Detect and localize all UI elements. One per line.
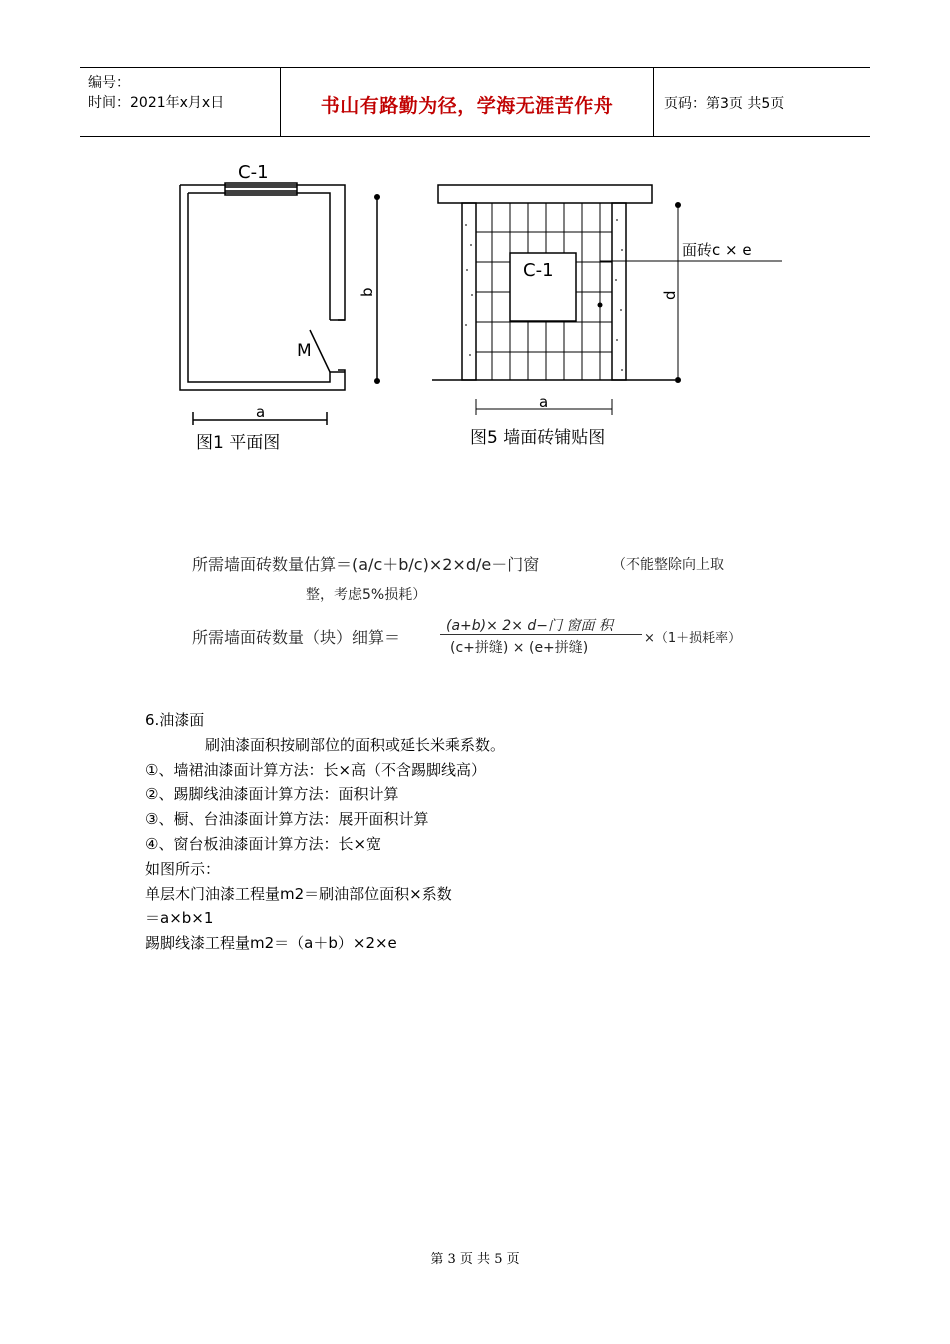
fig5-dim-a: a bbox=[539, 393, 549, 411]
page-info: 页码：第3页 共5页 bbox=[664, 96, 785, 112]
number-label: 编号： bbox=[88, 75, 130, 91]
fig5-window-label: C-1 bbox=[523, 260, 554, 281]
fig5-tile-label: 面砖c × e bbox=[682, 241, 752, 259]
header-page-cell bbox=[654, 68, 870, 136]
fig1-dim-a: a bbox=[256, 403, 266, 421]
section-heading: 6.油漆面 bbox=[145, 711, 205, 729]
list-item: ④、窗台板油漆面计算方法：长×宽 bbox=[145, 834, 382, 853]
fraction-bar bbox=[440, 634, 642, 635]
header-meta-cell bbox=[80, 68, 281, 136]
formula-detail-numerator: (a+b)× 2× d−门 窗面 积 bbox=[446, 618, 613, 634]
formula-estimate-line1: 所需墙面砖数量估算＝(a/c＋b/c)×2×d/e－门窗 bbox=[192, 555, 540, 574]
formula-detail-suffix: ×（1＋损耗率） bbox=[644, 631, 742, 646]
paragraph-line: 踢脚线漆工程量m2＝（a＋b）×2×e bbox=[145, 934, 397, 953]
fig1-dim-b: b bbox=[358, 287, 376, 297]
formula-estimate-note: （不能整除向上取 bbox=[612, 557, 724, 573]
list-item: ①、墙裙油漆面计算方法：长×高（不含踢脚线高） bbox=[145, 760, 487, 779]
fig1-caption: 图1 平面图 bbox=[196, 433, 281, 453]
figure-5-tile-layout bbox=[430, 175, 790, 460]
list-item: ③、橱、台油漆面计算方法：展开面积计算 bbox=[145, 810, 429, 829]
paragraph-line: ＝a×b×1 bbox=[145, 909, 214, 928]
paragraph-line: 如图所示： bbox=[145, 859, 221, 878]
fig1-window-label: C-1 bbox=[238, 162, 269, 183]
paint-section bbox=[145, 708, 505, 956]
figure-1-plan bbox=[160, 150, 400, 460]
time-label: 时间：2021年x月x日 bbox=[88, 95, 225, 111]
page-footer: 第 3 页 共 5 页 bbox=[430, 1252, 520, 1267]
list-item: ②、踢脚线油漆面计算方法：面积计算 bbox=[145, 785, 399, 804]
formula-detail-denominator: (c+拼缝) × (e+拼缝) bbox=[450, 640, 589, 656]
fig5-dim-d: d bbox=[661, 290, 679, 300]
formula-detail-prefix: 所需墙面砖数量（块）细算＝ bbox=[192, 628, 401, 647]
formula-estimate-line2: 整，考虑5%损耗） bbox=[306, 587, 427, 603]
paragraph-line: 刷油漆面积按刷部位的面积或延长米乘系数。 bbox=[145, 735, 506, 754]
fig1-door-label: M bbox=[297, 341, 312, 361]
page-header bbox=[80, 67, 870, 137]
motto: 书山有路勤为径，学海无涯苦作舟 bbox=[320, 95, 614, 117]
fig5-caption: 图5 墙面砖铺贴图 bbox=[470, 428, 606, 448]
paragraph-line: 单层木门油漆工程量m2＝刷油部位面积×系数 bbox=[145, 884, 452, 903]
header-motto-cell bbox=[281, 68, 654, 136]
